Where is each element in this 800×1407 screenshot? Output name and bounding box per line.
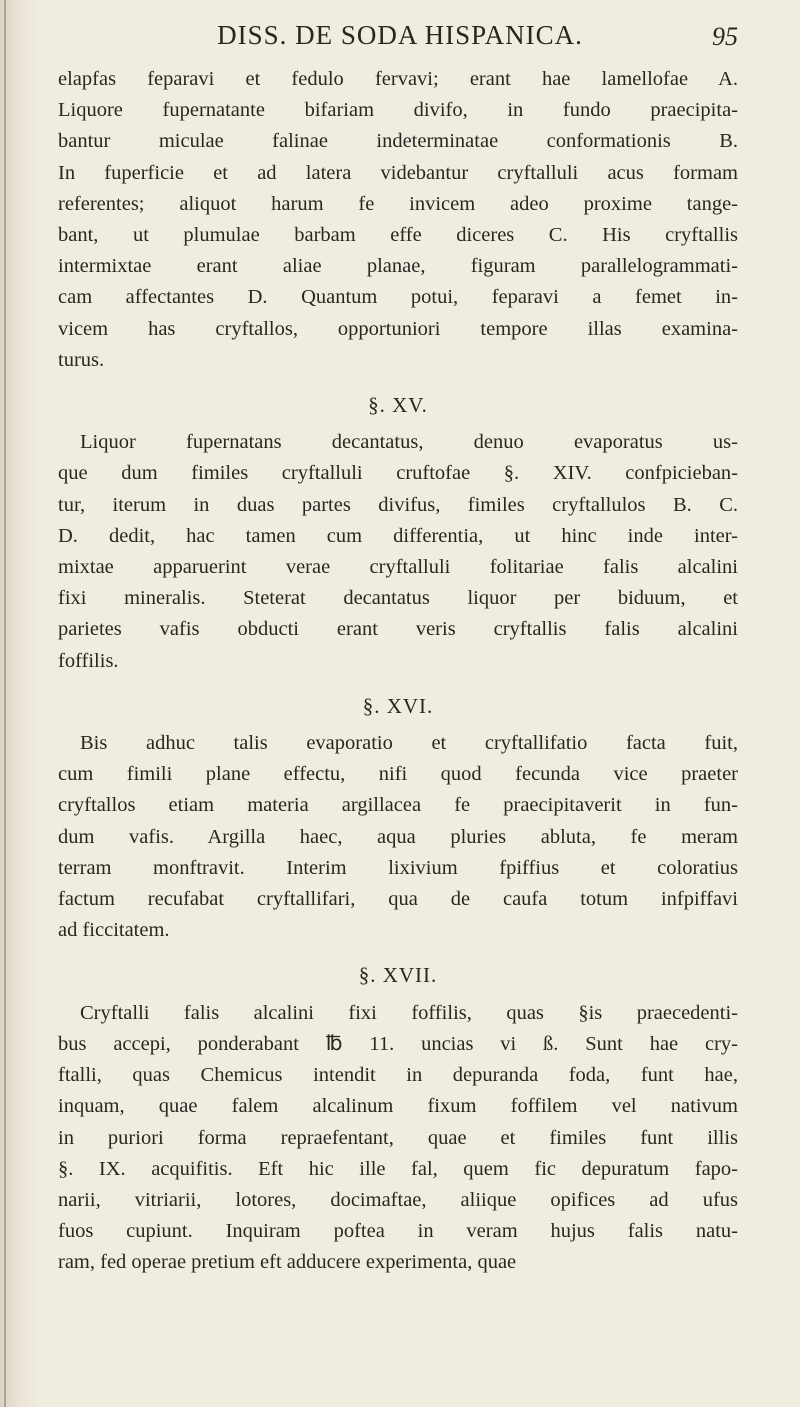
text-line: cryftallos etiam materia argillacea fe praecipitaverit in fun-: [58, 794, 738, 817]
text-line: Liquore fupernatante bifariam divifo, in fundo praecipita-: [58, 99, 738, 122]
text-line: Cryftalli falis alcalini fixi foffilis, quas §is praecedenti-: [80, 1001, 738, 1024]
section-heading-xvii: §. XVII.: [358, 963, 438, 988]
text-line: cam affectantes D. Quantum potui, feparavi a femet in-: [58, 286, 738, 309]
text-line: fixi mineralis. Steterat decantatus liquor per biduum, et: [58, 587, 738, 610]
text-line: bantur miculae falinae indeterminatae conformationis B.: [58, 130, 738, 153]
running-head: DISS. DE SODA HISPANICA.: [217, 20, 583, 50]
text-line: terram monftravit. Interim lixivium fpiffius et coloratius: [58, 856, 738, 879]
section-heading-xv: §. XV.: [368, 393, 428, 418]
text-line: ftalli, quas Chemicus intendit in depuranda foda, funt hae,: [58, 1064, 738, 1087]
text-line: inquam, quae falem alcalinum fixum foffilem vel nativum: [58, 1095, 738, 1118]
text-line: Bis adhuc talis evaporatio et cryftallifatio facta fuit,: [80, 732, 738, 755]
text-line: In fuperficie et ad latera videbantur cryftalluli acus formam: [58, 161, 738, 184]
paragraph-xvii: [58, 998, 738, 1279]
paragraph-xv: [58, 427, 738, 677]
text-line: tur, iterum in duas partes divifus, fimiles cryftallulos B. C.: [58, 493, 738, 516]
text-line: factum recufabat cryftallifari, qua de caufa totum infpiffavi: [58, 888, 738, 911]
text-line: cum fimili plane effectu, nifi quod fecunda vice praeter: [58, 763, 738, 786]
text-line: ad ficcitatem.: [58, 919, 170, 942]
text-line: vicem has cryftallos, opportuniori tempore illas examina-: [58, 317, 738, 340]
text-line: que dum fimiles cryftalluli cruftofae §. XIV. confpicieban-: [58, 462, 738, 485]
text-line: Liquor fupernatans decantatus, denuo evaporatus us-: [80, 431, 738, 454]
text-line: referentes; aliquot harum fe invicem adeo proxime tange-: [58, 192, 738, 215]
text-line: D. dedit, hac tamen cum differentia, ut hinc inde inter-: [58, 524, 738, 547]
page-gutter-edge: [4, 0, 6, 1407]
text-line: mixtae apparuerint verae cryftalluli folitariae falis alcalini: [58, 556, 738, 579]
text-line: foffilis.: [58, 649, 119, 672]
section-heading-xvi: §. XVI.: [362, 693, 434, 718]
text-line: bus accepi, ponderabant ℔ 11. uncias vi ß. Sunt hae cry-: [58, 1032, 738, 1055]
text-line: bant, ut plumulae barbam effe diceres C. His cryftallis: [58, 224, 738, 247]
text-line: ram, fed operae pretium eft adducere experimenta, quae: [58, 1251, 517, 1274]
page-header: [0, 20, 800, 60]
text-line: intermixtae erant aliae planae, figuram parallelogrammati-: [58, 255, 738, 278]
text-line: in puriori forma repraefentant, quae et fimiles funt illis: [58, 1126, 738, 1149]
text-line: §. IX. acquifitis. Eft hic ille fal, quem fic depuratum fapo-: [58, 1157, 738, 1180]
text-line: elapfas feparavi et fedulo fervavi; erant hae lamellofae A.: [58, 68, 738, 90]
text-line: narii, vitriarii, lotores, docimaftae, aliique opifices ad ufus: [58, 1188, 738, 1211]
text-line: turus.: [58, 348, 105, 371]
paragraph-xvi: [58, 728, 738, 946]
page-number: 95: [712, 22, 738, 51]
text-line: parietes vafis obducti erant veris cryftallis falis alcalini: [58, 618, 738, 641]
paragraph-intro: [58, 64, 738, 376]
text-line: dum vafis. Argilla haec, aqua pluries abluta, fe meram: [58, 825, 738, 848]
text-line: fuos cupiunt. Inquiram poftea in veram hujus falis natu-: [58, 1220, 738, 1243]
body-text: [58, 64, 738, 1279]
